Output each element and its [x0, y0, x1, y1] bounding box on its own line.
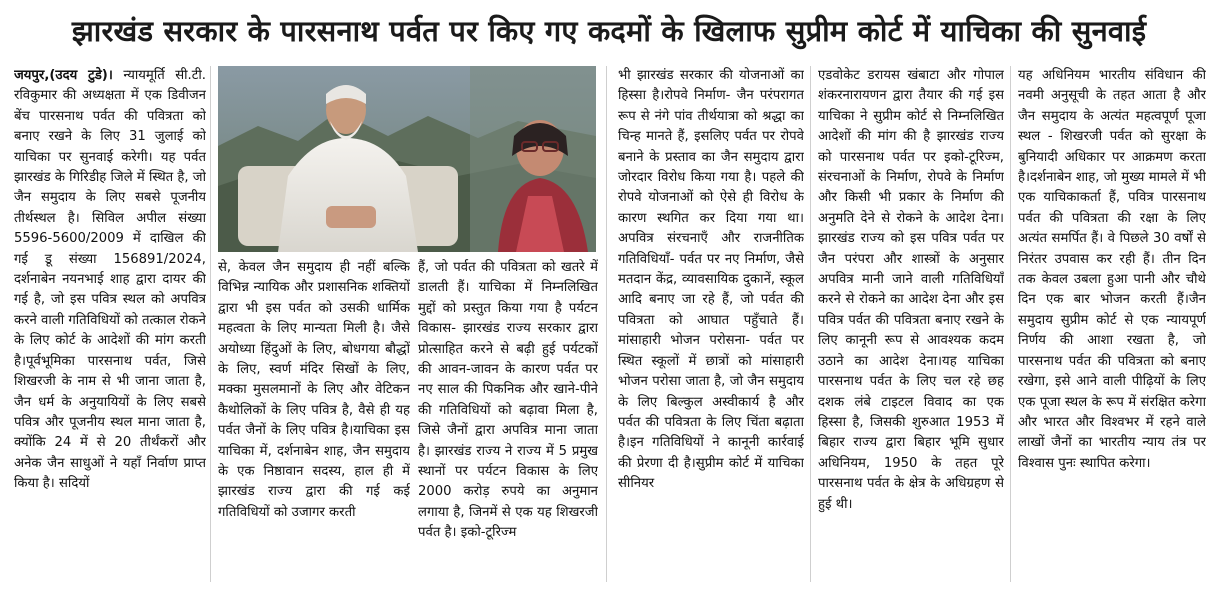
column-text-4: भी झारखंड सरकार की योजनाओं का हिस्सा है।रोपवे निर्माण- जैन परंपरागत रूप से नंगे पांव तीर्थयात्रा को श्रद्धा का चिन्ह मानते हैं, इसलिए पर्वत पर रोपवे बनाने के प्रस्ताव का जैन समुदाय द्वारा जोरदार विरोध किया गया है। पहले की रोपवे योजनाओं को ऐसे ही विरोध के कारण स्थगित कर दिया गया था।अपवित्र संरचनाएँ और राजनीतिक गतिविधियाँ- पर्वत पर नए निर्माण, जैसे मतदान केंद्र, व्यावसायिक दुकानें, स्कूल आदि बनाए जा रहे हैं, जो पर्वत की पवित्रता को आघात पहुँचाते हैं।मांसाहारी भोजन परोसना- पर्वत पर स्थित स्कूलों में छात्रों को मांसाहारी भोजन परोसा जाता है, जो जैन समुदाय के लिए बिल्कुल अस्वीकार्य है और पर्वत की पवित्रता के लिए चिंता बढ़ाता है।इन गतिविधियों ने कानूनी कार्रवाई की प्रेरणा दी है।सुप्रीम कोर्ट में याचिका सीनियर [618, 68, 804, 492]
article-column-6 [1018, 66, 1206, 586]
column-divider [606, 66, 607, 582]
column-text-5: एडवोकेट डरायस खंबाटा और गोपाल शंकरनारायणन द्वारा तैयार की गई इस याचिका ने सुप्रीम कोर्ट से निम्नलिखित आदेशों की मांग की है झारखंड राज्य को पारसनाथ पर्वत पर इको-टूरिज्म, संरचनाओं के निर्माण, रोपवे के निर्माण और किसी भी प्रकार के निर्माण की अनुमति देने से रोकने के आदेश देना।झारखंड राज्य को इस पवित्र पर्वत पर जैन परंपरा और शास्त्रों के अनुसार अपवित्र मानी जाने वाली गतिविधियाँ करने से रोकने का आदेश देना और इस पवित्र पर्वत की पवित्रता बनाए रखने के लिए कानूनी रूप से आवश्यक कदम उठाने का आदेश देना।यह याचिका पारसनाथ पर्वत के लिए चल रहे छह दशक लंबे टाइटल विवाद का एक हिस्सा है, जिसकी शुरुआत 1953 में बिहार राज्य द्वारा बिहार भूमि सुधार अधिनियम, 1950 के तहत पूरे पारसनाथ पर्वत के क्षेत्र के अधिग्रहण से हुई थी। [818, 68, 1004, 512]
column-text-1: न्यायमूर्ति सी.टी. रविकुमार की अध्यक्षता में एक डिवीजन बेंच पारसनाथ पर्वत की पवित्रता को बनाए रखने के लिए 31 जुलाई को याचिका पर सुनवाई करेगी। यह पर्वत झारखंड के गिरिडीह जिले में स्थित है, जो जैन समुदाय के लिए सबसे पूजनीय तीर्थस्थल है। सिविल अपील संख्या 5596-5600/2009 में दाखिल की गई डू संख्या 156891/2024, दर्शनाबेन नयनभाई शाह द्वारा दायर की गई है, जो इस पवित्र स्थल को अपवित्र करने वाली गतिविधियों को तत्काल रोकने के लिए कोर्ट के आदेशों की मांग करती है।पूर्वभूमिका पारसनाथ पर्वत, जिसे शिखरजी के नाम से भी जाना जाता है, जैन धर्म के अनुयायियों के लिए सबसे पवित्र और पूजनीय स्थल माना जाता है, क्योंकि 24 में से 20 तीर्थंकरों और अनेक जैन साधुओं ने यहाँ निर्वाण प्राप्त किया है। सदियों [14, 68, 206, 492]
article-column-1 [14, 66, 206, 586]
article-column-3 [418, 258, 598, 586]
column-divider [210, 66, 211, 582]
column-divider [810, 66, 811, 582]
column-text-6: यह अधिनियम भारतीय संविधान की नवमी अनुसूची के तहत आता है और जैन समुदाय के अत्यंत महत्वपूर्ण पूजा स्थल - शिखरजी पर्वत को सुरक्षा के बुनियादी अधिकार पर आक्रमण करता है।दर्शनाबेन शाह, जो मुख्य मामले में भी एक याचिकाकर्ता हैं, पवित्र पारसनाथ पर्वत की पवित्रता की रक्षा के लिए अत्यंत समर्पित हैं। वे पिछले 30 वर्षों से निरंतर उपवास कर रही हैं। तीन दिन तक केवल उबला हुआ पानी और चौथे दिन एक बार भोजन करती हैं।जैन समुदाय सुप्रीम कोर्ट से एक न्यायपूर्ण निर्णय की आशा रखता है, जो पारसनाथ पर्वत की पवित्रता को बनाए रखेगा, इसे आने वाली पीढ़ियों के लिए एक पूजा स्थल के रूप में संरक्षित करेगा और भारत और विश्वभर में रहने वाले लाखों जैनों का भारतीय न्याय तंत्र पर विश्वास पुनः स्थापित करेगा। [1018, 68, 1206, 471]
column-divider [1010, 66, 1011, 582]
column-text-3: हैं, जो पर्वत की पवित्रता को खतरे में डालती हैं। याचिका में निम्नलिखित मुद्दों को प्रस्तुत किया गया है पर्यटन विकास- झारखंड राज्य सरकार द्वारा प्रोत्साहित करने से बढ़ी हुई पर्यटकों की आवन-जावन के कारण पर्वत पर नए साल की पिकनिक और खाने-पीने की गतिविधियों को बढ़ावा मिला है, जिसे जैनों द्वारा अपवित्र माना जाता है। झारखंड राज्य ने राज्य में 5 प्रमुख स्थानों पर पर्यटन विकास के लिए 2000 करोड़ रुपये का अनुमान लगाया है, जिनमें से एक यह शिखरजी पर्वत है। इको-टूरिज्म [418, 260, 598, 541]
article-column-4 [618, 66, 804, 586]
headline: झारखंड सरकार के पारसनाथ पर्वत पर किए गए कदमों के खिलाफ सुप्रीम कोर्ट में याचिका की सुनवाई [71, 14, 1147, 48]
dateline: जयपुर,(उदय टुडे)। [14, 68, 113, 83]
article-column-5 [818, 66, 1004, 586]
article-column-2 [218, 258, 410, 586]
article-photo [218, 66, 596, 252]
column-text-2: से, केवल जैन समुदाय ही नहीं बल्कि विभिन्न न्यायिक और प्रशासनिक शक्तियों द्वारा भी इस पर्वत को उसकी धार्मिक महत्वता के लिए मान्यता मिली है। जैसे अयोध्या हिंदुओं के लिए, बोधगया बौद्धों के लिए, स्वर्ण मंदिर सिखों के लिए, मक्का मुसलमानों के लिए और वेटिकन कैथोलिकों के लिए पवित्र है, वैसे ही यह पर्वत जैनों के लिए पवित्र है।याचिका इस याचिका में, दर्शनाबेन शाह, जैन समुदाय के एक निष्ठावान सदस्य, हाल ही में झारखंड राज्य द्वारा की गई कई गतिविधियों को उजागर करती [218, 260, 410, 520]
